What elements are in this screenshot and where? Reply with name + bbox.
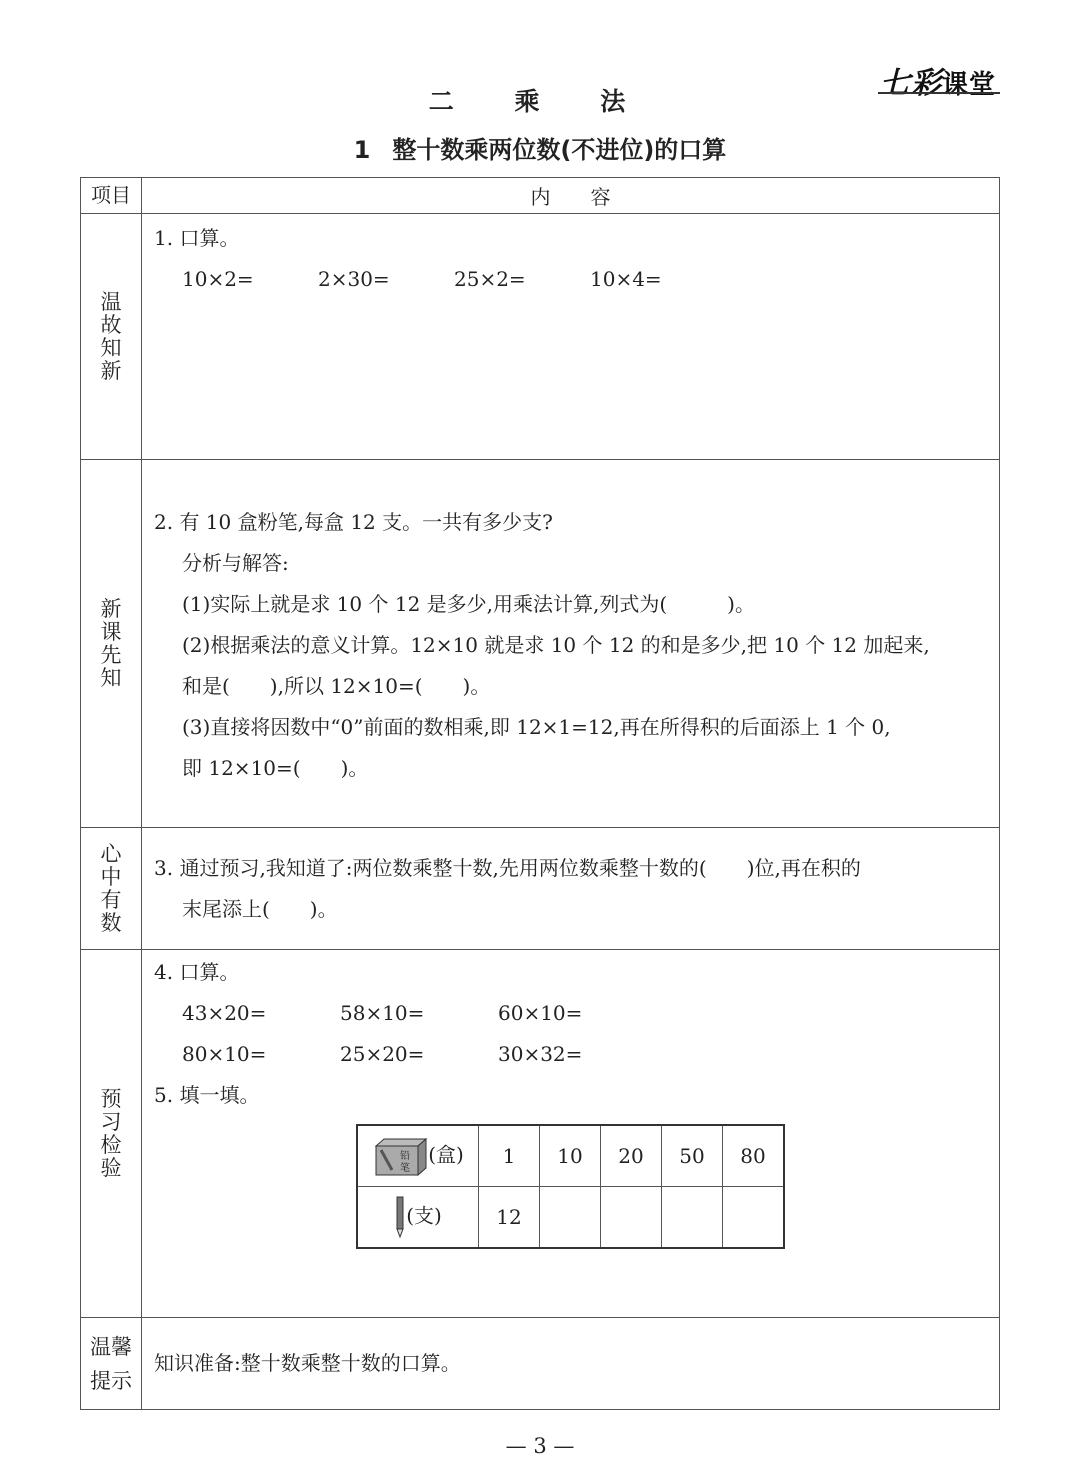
q1-items [142,259,999,300]
q2-step3b: 即 12×10=( )。 [182,756,369,780]
pencil-icon [394,1195,406,1239]
label-summary-text: 心中有数 [100,841,122,935]
row1-unit: (盒) [428,1142,464,1167]
q4-item: 80×10= [182,1042,267,1066]
fill-cell: 20 [601,1125,662,1187]
q4-item: 30×32= [498,1042,583,1066]
label-summary [81,828,142,950]
lesson-title-text: 整十数乘两位数(不进位)的口算 [392,136,727,164]
fill-row1-label [357,1125,479,1187]
fill-cell: 12 [479,1187,540,1249]
section-tip [142,1318,1000,1410]
q5-title: 5. 填一填。 [154,1083,260,1107]
fill-row2-label [357,1187,479,1249]
q4-row1 [142,993,999,1034]
box-icon-char2: 笔 [400,1163,411,1174]
label-review-text: 温故知新 [100,289,122,383]
q1-item: 10×4= [590,267,662,291]
q4-row2 [142,1034,999,1075]
q1-item: 10×2= [182,267,254,291]
q2-analysis: 分析与解答: [182,551,289,575]
label-tip-line1: 温馨 [90,1334,132,1359]
label-check [81,950,142,1318]
q3-line1: 3. 通过预习,我知道了:两位数乘整十数,先用两位数乘整十数的( )位,再在积的 [154,856,861,880]
row2-unit: (支) [406,1203,442,1228]
q4-item: 43×20= [182,1001,267,1025]
brand-prefix: 七彩 [880,66,942,101]
q4-item: 60×10= [498,1001,583,1025]
section-summary [142,828,1000,950]
q2-step1: (1)实际上就是求 10 个 12 是多少,用乘法计算,列式为( )。 [182,592,755,616]
fill-answer-cell[interactable] [540,1187,601,1249]
fill-answer-cell[interactable] [601,1187,662,1249]
q2-step2a: (2)根据乘法的意义计算。12×10 就是求 10 个 12 的和是多少,把 10 个 12 加起来, [182,633,930,657]
fill-cell: 1 [479,1125,540,1187]
fill-answer-cell[interactable] [723,1187,785,1249]
lesson-title [0,130,1080,165]
q2-step2b: 和是( ),所以 12×10=( )。 [182,674,491,698]
q3-line2: 末尾添上( )。 [182,897,338,921]
q4-title: 4. 口算。 [154,960,240,984]
q1-item: 25×2= [454,267,526,291]
header-content: 内 容 [142,178,1000,214]
lesson-number: 1 [353,136,371,164]
fill-cell: 80 [723,1125,785,1187]
q1-item: 2×30= [318,267,390,291]
label-new-lesson-text: 新课先知 [100,596,122,690]
q1-title: 1. 口算。 [154,226,240,250]
section-review [142,214,1000,460]
fill-cell: 10 [540,1125,601,1187]
q4-item: 25×20= [340,1042,425,1066]
box-icon-char1: 铅 [400,1151,411,1162]
header-item: 项目 [81,178,142,214]
fill-cell: 50 [662,1125,723,1187]
fill-table [356,1124,785,1249]
fill-answer-cell[interactable] [662,1187,723,1249]
section-check [142,950,1000,1318]
q2-step3a: (3)直接将因数中“0”前面的数相乘,即 12×1=12,再在所得积的后面添上 1 个 0, [182,715,891,739]
q2-title: 2. 有 10 盒粉笔,每盒 12 支。一共有多少支? [154,510,553,534]
worksheet-table [80,177,1000,1410]
page-number: — 3 — [505,1434,575,1458]
label-review [81,214,142,460]
label-new-lesson [81,460,142,828]
section-new-lesson [142,460,1000,828]
chapter-title: 二 乘 法 [428,87,652,116]
brand-suffix: 课堂 [942,70,997,100]
chalk-box-icon [372,1136,428,1176]
q4-item: 58×10= [340,1001,425,1025]
tip-text: 知识准备:整十数乘整十数的口算。 [154,1351,461,1375]
label-check-text: 预习检验 [100,1086,122,1180]
label-tip-line2: 提示 [90,1368,132,1393]
label-tip [81,1318,142,1410]
